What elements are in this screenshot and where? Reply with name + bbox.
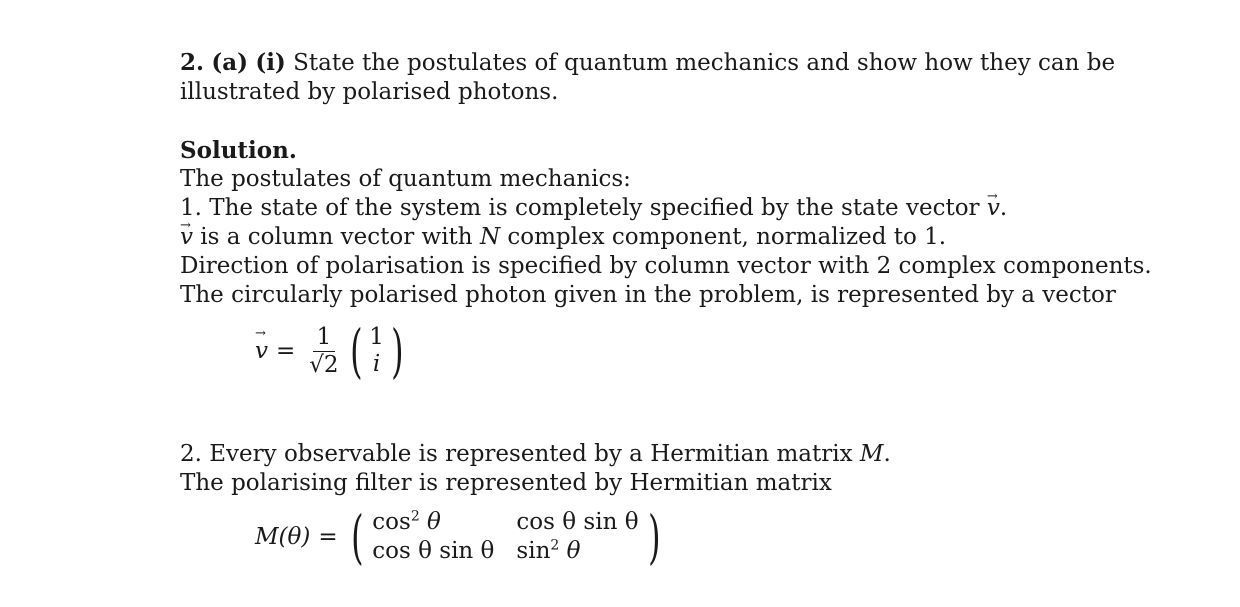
right-paren: ) <box>390 317 404 385</box>
matrix-m-symbol: M <box>859 441 884 467</box>
postulate-2-line-2: The polarising filter is represented by Hermitian matrix <box>180 470 832 496</box>
question-part: (a) <box>211 49 248 76</box>
equation-filter-matrix <box>255 503 665 571</box>
solution-heading: Solution. <box>180 137 297 164</box>
eq2-lhs: M(θ) <box>255 524 311 550</box>
matrix-entry-21: cos θ sin θ <box>372 538 495 564</box>
question-subpart: (i) <box>255 49 286 76</box>
eq1-fraction <box>309 324 338 379</box>
postulate-1-line-4: The circularly polarised photon given in the problem, is represented by a vector <box>180 282 1116 308</box>
question-number: 2. <box>180 49 205 76</box>
vector-v-symbol: → v <box>987 194 1000 223</box>
left-paren: ( <box>349 317 363 385</box>
eq2-equals: = <box>318 524 338 550</box>
postulate-1-line-1: 1. The state of the system is completely specified by the state vector → v. <box>180 194 1080 223</box>
dimension-n: N <box>479 224 501 250</box>
eq1-equals: = <box>276 338 296 364</box>
postulate-1-line-2: → v is a column vector with N complex component, normalized to 1. <box>180 223 1080 252</box>
eq1-lhs: → v <box>255 338 268 364</box>
solution-intro: The postulates of quantum mechanics: <box>180 166 631 192</box>
eq1-frac-den: √2 <box>309 351 339 378</box>
question-line-2: illustrated by polarised photons. <box>180 79 559 105</box>
postulate-1-line-3: Direction of polarisation is specified by column vector with 2 complex components. <box>180 253 1152 279</box>
eq2-matrix <box>372 508 638 566</box>
vector-v-symbol: → v <box>180 223 193 252</box>
matrix-entry-11: $\cos^2 \theta$ <box>372 508 441 535</box>
postulate-2-line-1: 2. Every observable is represented by a Hermitian matrix M. <box>180 441 891 467</box>
question-line-1 <box>180 48 1116 78</box>
eq1-column-vector: 1 i <box>369 324 384 377</box>
matrix-entry-22: $\sin^2 \theta$ <box>516 537 581 564</box>
matrix-entry-12: cos θ sin θ <box>516 509 639 535</box>
document-body <box>180 48 1152 310</box>
equation-state-vector <box>255 317 409 385</box>
left-paren: ( <box>350 503 364 571</box>
eq1-frac-num: 1 <box>313 324 336 352</box>
right-paren: ) <box>647 503 661 571</box>
question-text: State the postulates of quantum mechanics and show how they can be <box>293 50 1116 76</box>
